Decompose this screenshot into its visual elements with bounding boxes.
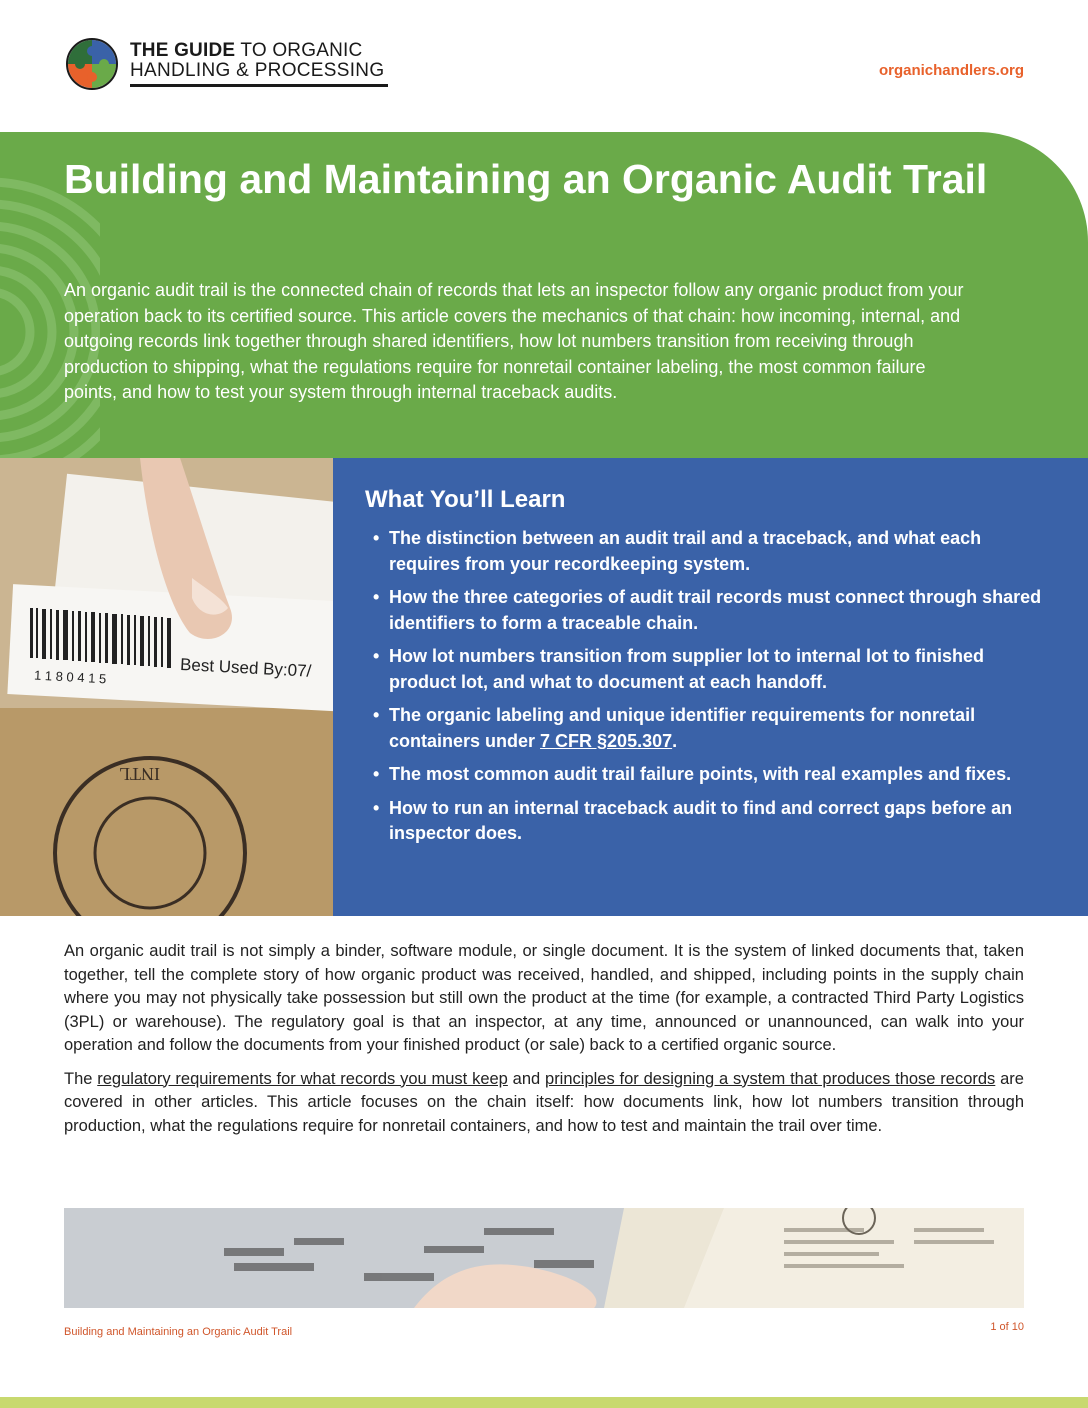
page-number: 1 of 10 (990, 1321, 1024, 1333)
list-item: • The most common audit trail failure points, with real examples and fixes. (365, 762, 1048, 788)
list-item: • How the three categories of audit trail records must connect through shared identifiers to form a traceable chain. (365, 585, 1048, 636)
learn-band (0, 458, 1088, 916)
records-photo (64, 1208, 1024, 1308)
page-title: Building and Maintaining an Organic Audit Trail (64, 156, 988, 202)
logo-underline (130, 84, 388, 87)
article-body (64, 940, 1024, 1148)
puzzle-logo-icon (64, 36, 120, 92)
list-item: • The distinction between an audit trail and a traceback, and what each requires from your recordkeeping system. (365, 526, 1048, 577)
list-item: • How to run an internal traceback audit to find and correct gaps before an inspector does. (365, 796, 1048, 847)
site-link[interactable]: organichandlers.org (878, 62, 1024, 79)
hero-banner (0, 132, 1088, 458)
guide-logo[interactable] (64, 36, 388, 92)
box-stamp-text: INTL (119, 764, 160, 784)
list-item: • How lot numbers transition from supplier lot to internal lot to finished product lot, and what to document at each handoff. (365, 644, 1048, 695)
barcode-label-photo (0, 458, 333, 916)
body-paragraph-1: An organic audit trail is not simply a binder, software module, or single document. It is the system of linked documents that, taken together, tell the complete story of how organic product was received, handled, and shipped, including points in the supply chain where you may not physically take possession but still own the product at the time (for example, a contracted Third Party Logistics (3PL) or warehouse). The regulatory goal is that an inspector, at any time, announced or unannounced, can walk into your operation and follow the documents from your finished product (or sale) back to a certified organic source. (64, 942, 1024, 1054)
logo-title: THE GUIDE TO ORGANIC (130, 40, 363, 61)
system-design-principles-link[interactable]: principles for designing a system that produces those records (545, 1069, 996, 1088)
what-youll-learn-panel (333, 458, 1088, 916)
page-header (0, 0, 1088, 132)
body-paragraph-2: The regulatory requirements for what records you must keep and principles for designing a system that produces those records are covered in other articles. This article focuses on the chain itself: how documents link, how lot numbers transition through production, what the regulations require for nonretail containers, and how to test and maintain the trail over time. (64, 1069, 1024, 1135)
logo-subtitle: HANDLING & PROCESSING (130, 60, 385, 81)
learn-list (365, 526, 1048, 847)
footer-bar (0, 1397, 1088, 1408)
list-item: • The organic labeling and unique identifier requirements for nonretail containers under 7 CFR §205.307. (365, 703, 1048, 754)
intro-paragraph: An organic audit trail is the connected chain of records that lets an inspector follow any organic product from your operation back to its certified source. This article covers the mechanics of that chain: how incoming, internal, and outgoing records link together through shared identifiers, how lot numbers transition from receiving through production to shipping, what the regulations require for nonretail container labeling, the most common failure points, and how to test your system through internal traceback audits. (64, 280, 964, 402)
footer-title: Building and Maintaining an Organic Audit Trail (64, 1326, 293, 1338)
learn-heading: What You’ll Learn (365, 486, 566, 513)
recordkeeping-requirements-link[interactable]: regulatory requirements for what records you must keep (97, 1069, 508, 1088)
cfr-link[interactable]: 7 CFR §205.307 (540, 730, 673, 751)
barcode-digits: 1 1 8 0 4 1 5 (33, 667, 107, 687)
best-used-text: Best Used By:07/ (179, 654, 312, 681)
